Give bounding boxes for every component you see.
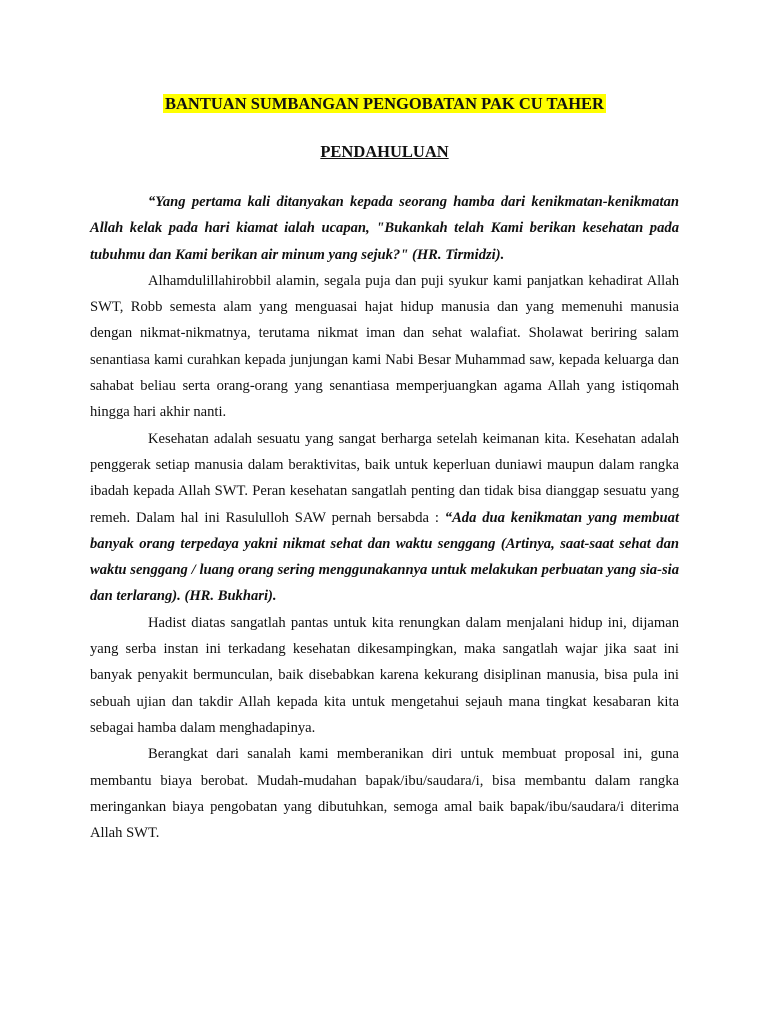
document-title [90, 91, 679, 117]
paragraph-health-importance [90, 426, 679, 610]
document-title-text: BANTUAN SUMBANGAN PENGOBATAN PAK CU TAHER [165, 94, 604, 113]
paragraph-health-quote: “Ada dua kenikmatan yang membuat banyak orang terpedaya yakni nikmat sehat dan waktu senggang (Artinya, saat-saat sehat dan waktu senggang / luang orang sering menggunakannya untuk melakukan perbuatan yang sia-sia dan terlarang). (HR. Bukhari). [90, 509, 679, 605]
paragraph-closing: Berangkat dari sanalah kami memberanikan diri untuk membuat proposal ini, guna membantu biaya berobat. Mudah-mudahan bapak/ibu/saudara/i, bisa membantu dalam rangka meringankan biaya pengobatan yang dibutuhkan, semoga amal baik bapak/ibu/saudara/i diterima Allah SWT. [90, 746, 679, 842]
document-body [90, 189, 679, 846]
section-heading [90, 139, 679, 165]
paragraph-opening: Alhamdulillahirobbil alamin, segala puja dan puji syukur kami panjatkan kehadirat Allah SWT, Robb semesta alam yang menguasai hajat hidup manusia dan yang memenuhi manusia dengan nikmat-nikmatnya, terutama nikmat iman dan sehat walafiat. Sholawat beriring salam senantiasa kami curahkan kepada junjungan kami Nabi Besar Muhammad saw, kepada keluarga dan sahabat beliau serta orang-orang yang senantiasa memperjuangkan agama Allah yang istiqomah hingga hari akhir nanti. [90, 272, 679, 421]
paragraph-hadith-quote: “Yang pertama kali ditanyakan kepada seorang hamba dari kenikmatan-kenikmatan Allah kelak pada hari kiamat ialah ucapan, "Bukankah telah Kami berikan kesehatan pada tubuhmu dan Kami berikan air minum yang sejuk?" (HR. Tirmidzi). [90, 194, 679, 263]
document-page [90, 91, 679, 846]
paragraph-health-text: Kesehatan adalah sesuatu yang sangat berharga setelah keimanan kita. Kesehatan adalah penggerak setiap manusia dalam beraktivitas, baik untuk keperluan duniawi maupun dalam rangka ibadah kepada Allah SWT. Peran kesehatan sangatlah penting dan tidak bisa dianggap sesuatu yang remeh. Dalam hal ini Rasululloh SAW pernah bersabda : [90, 430, 679, 526]
paragraph-reflection: Hadist diatas sangatlah pantas untuk kita renungkan dalam menjalani hidup ini, dijaman yang serba instan ini terkadang kesehatan dikesampingkan, maka sangatlah wajar jika saat ini banyak penyakit bermunculan, baik disebabkan karena kekurang disiplinan manusia, bisa pula ini sebuah ujian dan takdir Allah kepada kita untuk mengetahui sejauh mana tingkat kesabaran kita sebagai hamba dalam menghadapinya. [90, 614, 679, 736]
section-heading-text: PENDAHULUAN [320, 142, 449, 161]
